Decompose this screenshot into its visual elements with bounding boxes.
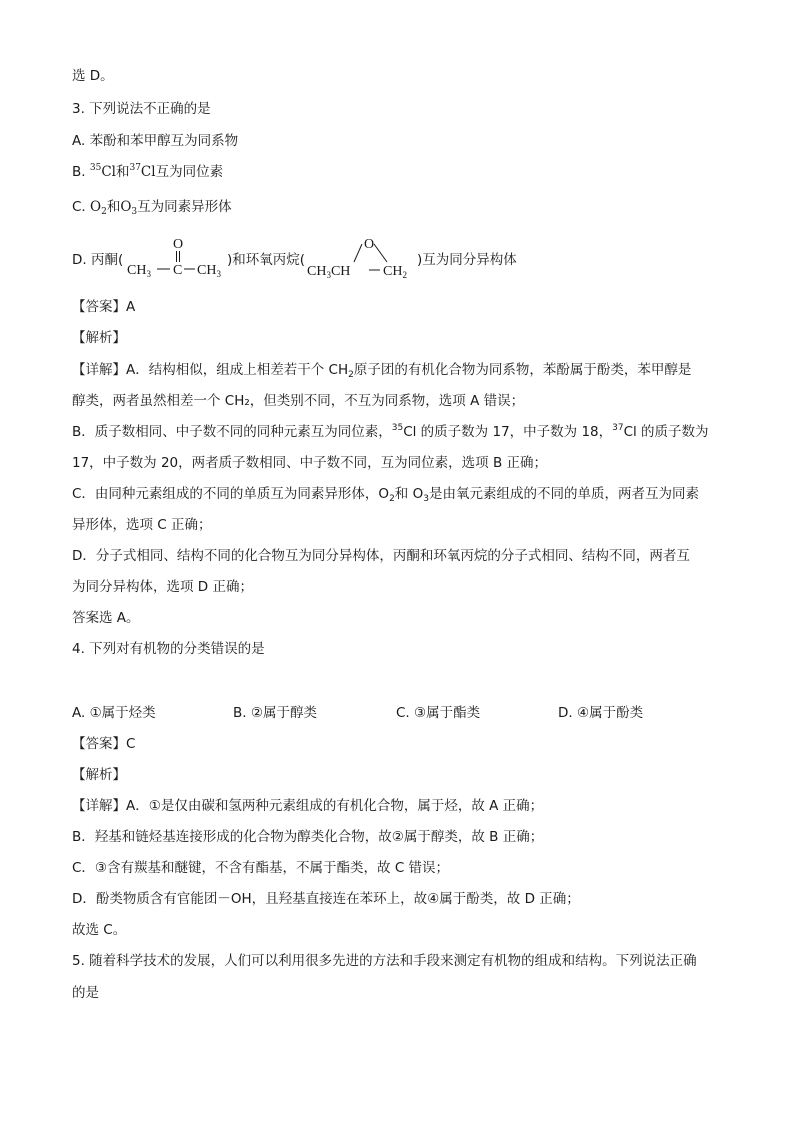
q4-detail-line-4: D．酚类物质含有官能团－OH，且羟基直接连在苯环上，故④属于酚类，故 D 正确； [72,891,580,907]
isotope-2: $^{37}$Cl [129,163,156,180]
q5-stem-line-2: 的是 [72,985,99,1001]
q3-answer: 【答案】A [72,299,136,315]
epoxide-bond-right [374,244,387,262]
q3-detail-line-2: 醇类，两者虽然相差一个 CH₂，但类别不同，不互为同系物，选项 A 错误； [72,393,525,409]
epoxide-structure [307,232,417,282]
q3-option-b: B. $^{35}$Cl和$^{37}$Cl互为同位素 [72,163,224,180]
epoxide-ch2: $CH_2$ [383,264,407,278]
q4-analysis-heading: 【解析】 [72,767,126,783]
q4-detail-line-3: C．③含有羰基和醚键，不含有酯基，不属于酯类，故 C 错误； [72,860,450,876]
oxygen-formula: $O_2$ [90,199,107,217]
q4-detail-line-2: B．羟基和链烃基连接形成的化合物为醇类化合物，故②属于醇类，故 B 正确； [72,829,544,845]
q3-stem: 3. 下列说法不正确的是 [72,101,211,117]
q4-option-d: D. ④属于酚类 [558,705,644,721]
q4-option-a: A. ①属于烃类 [72,705,156,721]
q4-option-b: B. ②属于醇类 [233,705,317,721]
q3-detail-line-7: D．分子式相同、结构不同的化合物互为同分异构体，丙酮和环氧丙烷的分子式相同、结构不同，两者互 [72,548,690,564]
q3-detail-line-8: 为同分异构体，选项 D 正确； [72,579,253,595]
q4-detail-line-1: 【详解】A．①是仅由碳和氢两种元素组成的有机化合物，属于烃，故 A 正确； [72,798,544,814]
q3-option-a: A. 苯酚和苯甲醇互为同系物 [72,133,239,149]
q4-option-c: C. ③属于酯类 [396,705,481,721]
acetone-right-ch3: $CH_3$ [197,263,221,278]
q4-stem: 4. 下列对有机物的分类错误的是 [72,641,265,657]
ozone-formula: $O_3$ [120,199,138,217]
q3-option-d-prefix: D. 丙酮( [72,252,124,268]
q3-detail-line-3: B．质子数相同、中子数不同的同种元素互为同位素，$^{35}$Cl 的质子数为 17，中子数为 18，$^{37}$Cl 的质子数为 [72,423,709,440]
acetone-structure [127,232,227,282]
q5-stem-line-1: 5. 随着科学技术的发展，人们可以利用很多先进的方法和手段来测定有机物的组成和结构。下列说法正确 [72,953,697,969]
epoxide-ch3: $CH_3CH$ [307,264,351,278]
q3-detail-line-1: 【详解】A．结构相似，组成上相差若干个 $CH_2$原子团的有机化合物为同系物，苯酚属于酚类，苯甲醇是 [72,362,692,380]
epoxide-oxygen: O [364,237,375,252]
prev-answer-tail: 选 D。 [72,68,114,84]
q3-detail-line-4: 17，中子数为 20，两者质子数相同、中子数不同，互为同位素，选项 B 正确； [72,455,547,471]
q3-conclusion: 答案选 A。 [72,610,140,626]
q4-answer: 【答案】C [72,736,136,752]
q3-detail-line-6: 异形体，选项 C 正确； [72,517,212,533]
q3-option-d-mid: )和环氧丙烷( [227,252,306,268]
q3-detail-line-5: C．由同种元素组成的不同的单质互为同素异形体，$O_2$和 $O_3$是由氧元素组成的不同的单质，两者互为同素 [72,486,699,504]
q3-option-d-suffix: )互为同分异构体 [417,252,517,268]
epoxide-bond-left [354,244,362,262]
acetone-oxygen: O [173,237,184,252]
q3-analysis-heading: 【解析】 [72,330,126,346]
acetone-carbon: C [173,263,183,278]
q4-conclusion: 故选 C。 [72,922,127,938]
acetone-left-ch3: $CH_3$ [127,263,151,278]
q3-option-c: C. $O_2$和$O_3$互为同素异形体 [72,199,232,217]
isotope-1: $^{35}$Cl [89,163,116,180]
